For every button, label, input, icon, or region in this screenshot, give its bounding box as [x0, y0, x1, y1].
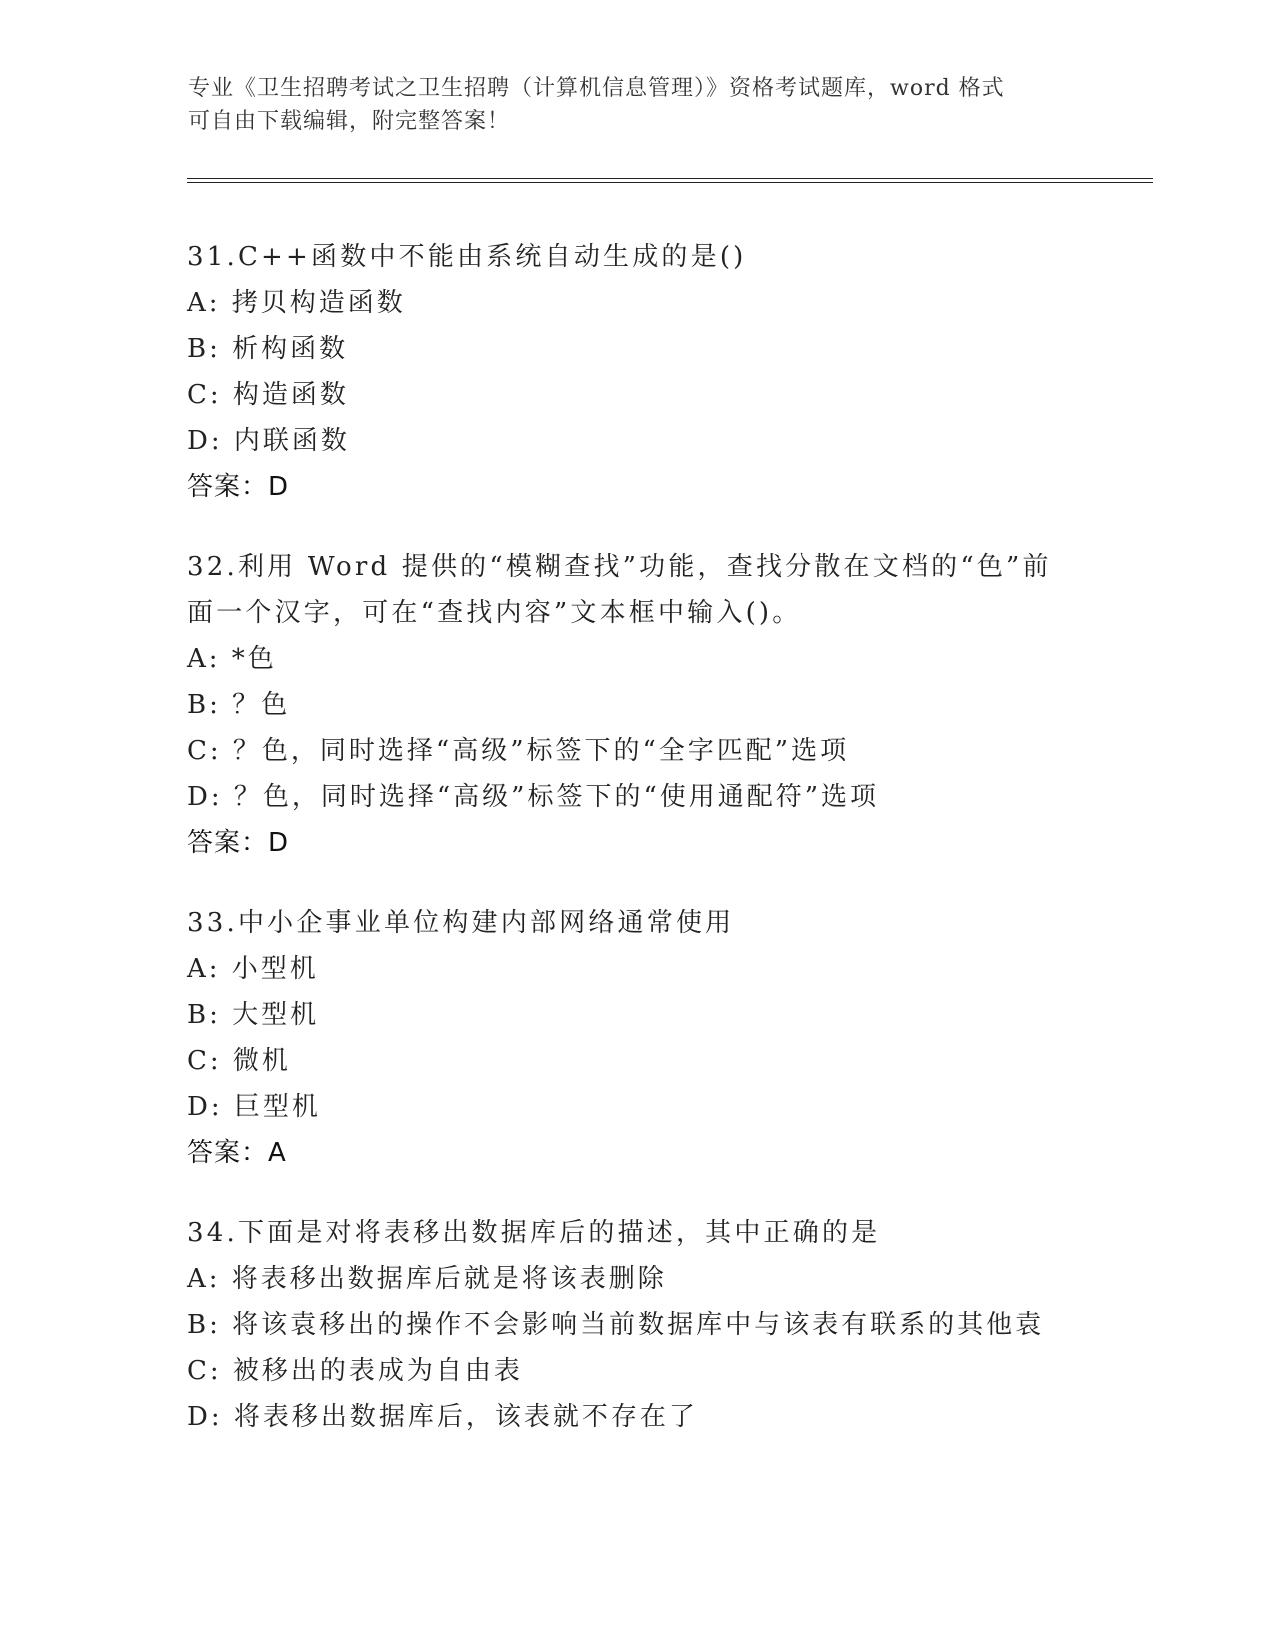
question-33: [187, 900, 1087, 1176]
question-stem-line: 31.C++函数中不能由系统自动生成的是(): [187, 242, 747, 272]
option-d: D: 将表移出数据库后，该表就不存在了: [187, 1402, 698, 1432]
question-stem: [187, 234, 1087, 280]
question-32: [187, 544, 1087, 866]
option-d: D: 巨型机: [187, 1092, 321, 1122]
option-c: C: 微机: [187, 1046, 291, 1076]
header-divider-top: [187, 178, 1153, 179]
option-b: B: 将该袁移出的操作不会影响当前数据库中与该表有联系的其他袁: [187, 1310, 1045, 1340]
question-stem-line: 面一个汉字，可在“查找内容”文本框中输入()。: [187, 598, 802, 628]
question-stem-line: 33.中小企事业单位构建内部网络通常使用: [187, 908, 735, 938]
question-list: [187, 234, 1087, 1474]
option-c: C: 构造函数: [187, 380, 349, 410]
option-d: D: ？色，同时选择“高级”标签下的“使用通配符”选项: [187, 782, 880, 812]
question-stem: [187, 900, 1087, 946]
question-stem: [187, 544, 1087, 636]
header-line-2: 可自由下载编辑，附完整答案！: [188, 109, 511, 134]
question-31: [187, 234, 1087, 510]
question-stem-line: 34.下面是对将表移出数据库后的描述，其中正确的是: [187, 1218, 881, 1248]
answer: 答案：A: [187, 1138, 287, 1168]
document-header: [188, 72, 1088, 138]
option-a: A: *色: [187, 644, 277, 674]
option-c: C: ？色，同时选择“高级”标签下的“全字匹配”选项: [187, 736, 850, 766]
option-b: B: 析构函数: [187, 334, 349, 364]
option-a: A: 拷贝构造函数: [187, 288, 406, 318]
option-c: C: 被移出的表成为自由表: [187, 1356, 523, 1386]
option-b: B: ？色: [187, 690, 291, 720]
answer: 答案：D: [187, 828, 290, 858]
question-stem-line: 32.利用 Word 提供的“模糊查找”功能，查找分散在文档的“色”前: [187, 552, 1052, 582]
header-line-1: 专业《卫生招聘考试之卫生招聘（计算机信息管理）》资格考试题库，word 格式: [188, 76, 1005, 101]
answer: 答案：D: [187, 472, 290, 502]
option-d: D: 内联函数: [187, 426, 350, 456]
header-divider-bottom: [187, 182, 1153, 183]
option-a: A: 小型机: [187, 954, 319, 984]
option-a: A: 将表移出数据库后就是将该表删除: [187, 1264, 667, 1294]
question-34: [187, 1210, 1087, 1440]
question-stem: [187, 1210, 1087, 1256]
option-b: B: 大型机: [187, 1000, 320, 1030]
